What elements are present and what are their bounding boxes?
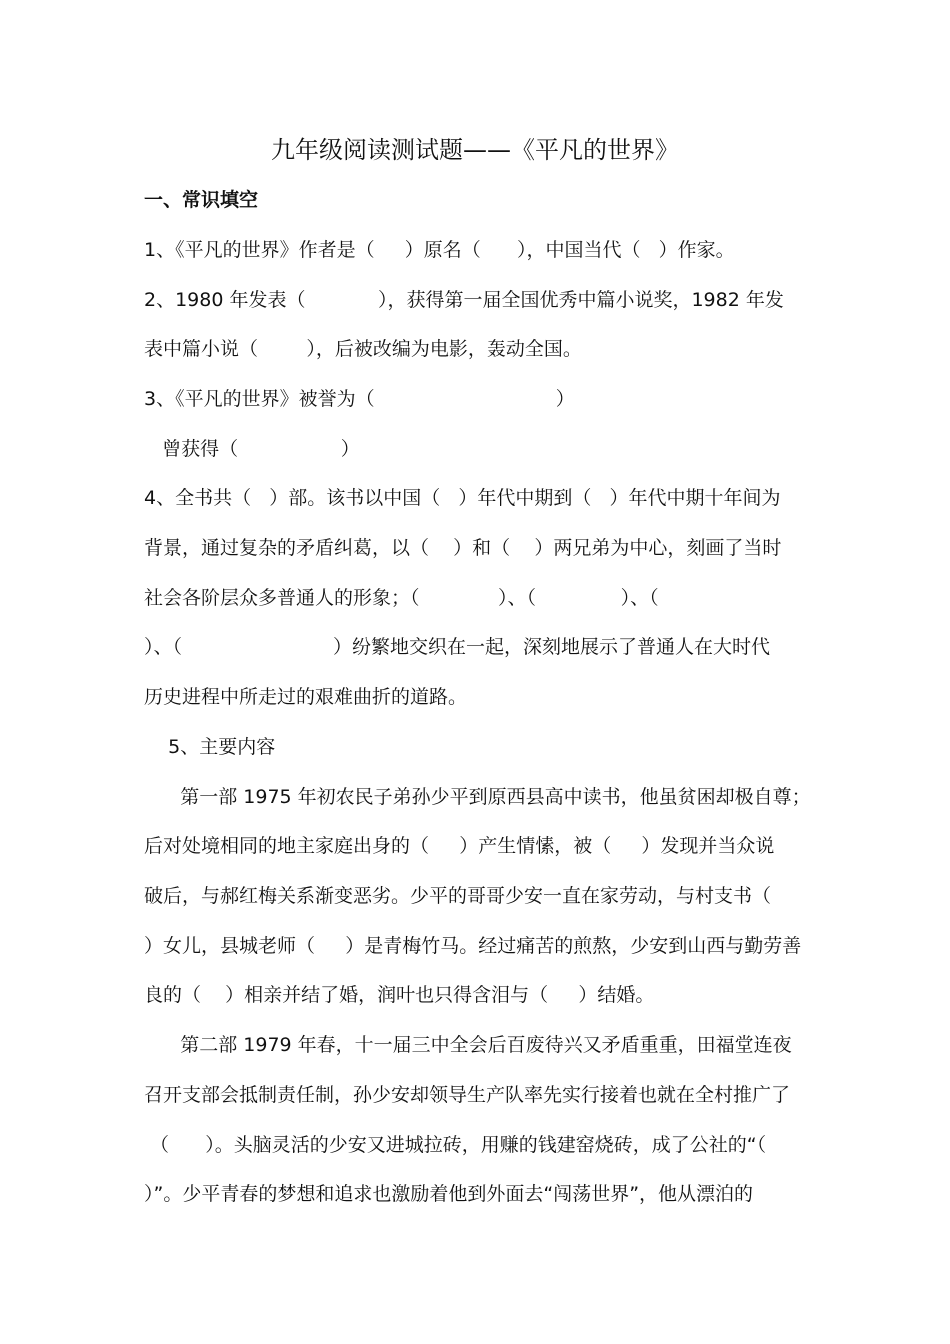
document-title: 九年级阅读测试题——《平凡的世界》 bbox=[271, 136, 679, 164]
question-4-line-2: 背景，通过复杂的矛盾纠葛，以（ ）和（ ）两兄弟为中心，刻画了当时 bbox=[144, 537, 782, 559]
section-heading-common-knowledge: 一、常识填空 bbox=[144, 189, 259, 211]
question-2-line-1: 2、1980 年发表（ ），获得第一届全国优秀中篇小说奖，1982 年发 bbox=[144, 289, 784, 311]
content-part1-line-3: 破后，与郝红梅关系渐变恶劣。少平的哥哥少安一直在家劳动，与村支书（ bbox=[144, 885, 772, 907]
content-part2-line-3: （ ）。头脑灵活的少安又进城拉砖，用赚的钱建窑烧砖，成了公社的“（ bbox=[144, 1134, 767, 1156]
content-part2-line-2: 召开支部会抵制责任制，孙少安却领导生产队率先实行接着也就在全村推广了 bbox=[144, 1084, 791, 1106]
question-4-line-3: 社会各阶层众多普通人的形象；（ ）、（ ）、（ bbox=[144, 587, 659, 609]
question-3-line-1: 3、《平凡的世界》被誉为（ ） bbox=[144, 388, 575, 410]
question-5-heading: 5、主要内容 bbox=[144, 736, 276, 758]
question-4-line-1: 4、全书共（ ）部。该书以中国（ ）年代中期到（ ）年代中期十年间为 bbox=[144, 487, 781, 509]
content-part1-line-5: 良的（ ）相亲并结了婚，润叶也只得含泪与（ ）结婚。 bbox=[144, 984, 655, 1006]
content-part2-line-4: ）”。少平青春的梦想和追求也激励着他到外面去“闯荡世界”，他从漂泊的 bbox=[144, 1183, 754, 1205]
content-part1-line-4: ）女儿，县城老师（ ）是青梅竹马。经过痛苦的煎熬，少安到山西与勤劳善 bbox=[144, 935, 802, 957]
question-4-line-5: 历史进程中所走过的艰难曲折的道路。 bbox=[144, 686, 468, 708]
content-part1-line-1: 第一部 1975 年初农民子弟孙少平到原西县高中读书，他虽贫困却极自尊； bbox=[144, 786, 811, 808]
question-4-line-4: ）、（ ）纷繁地交织在一起，深刻地展示了普通人在大时代 bbox=[144, 636, 770, 658]
question-2-line-2: 表中篇小说（ ），后被改编为电影，轰动全国。 bbox=[144, 338, 582, 360]
question-3-line-2: 曾获得（ ） bbox=[144, 438, 360, 460]
content-part2-line-1: 第二部 1979 年春，十一届三中全会后百废待兴又矛盾重重，田福堂连夜 bbox=[144, 1034, 792, 1056]
content-part1-line-2: 后对处境相同的地主家庭出身的（ ）产生情愫，被（ ）发现并当众说 bbox=[144, 835, 775, 857]
question-1-line: 1、《平凡的世界》作者是（ ）原名（ ），中国当代（ ）作家。 bbox=[144, 239, 735, 261]
